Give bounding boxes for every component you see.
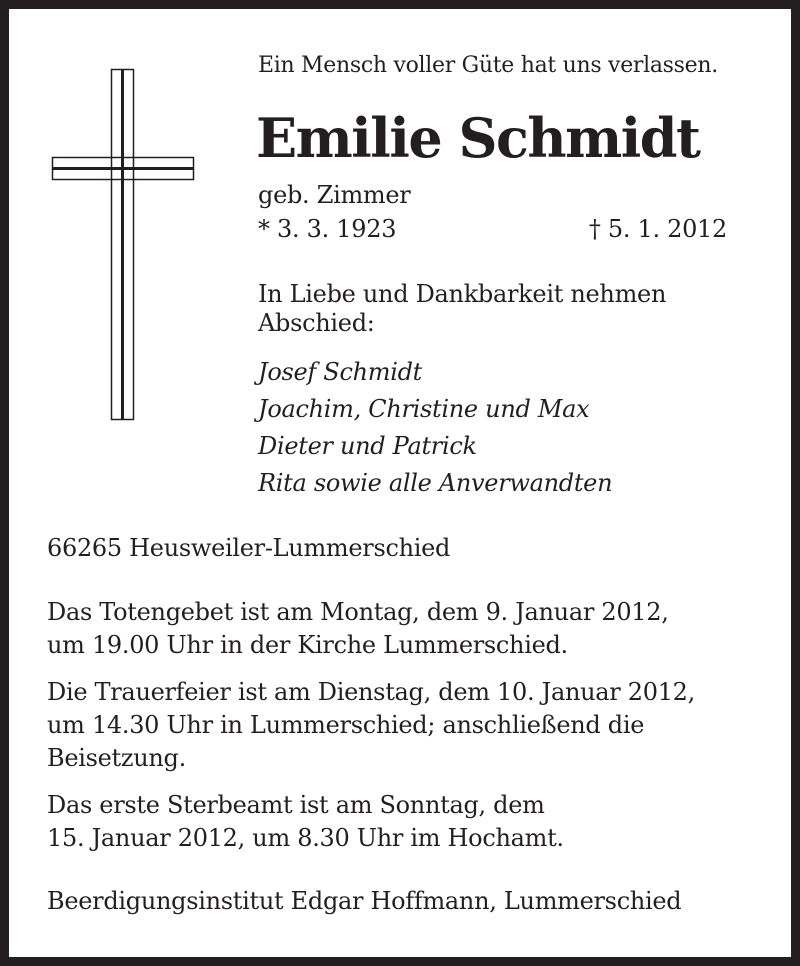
motto: Ein Mensch voller Güte hat uns verlassen.: [258, 53, 718, 78]
notice-line: Die Trauerfeier ist am Dienstag, dem 10. Januar 2012,: [47, 678, 695, 706]
notice-line: um 14.30 Uhr in Lummerschied; anschließend die: [47, 711, 645, 739]
maiden-name: geb. Zimmer: [258, 181, 411, 209]
notice-line: Das Totengebet ist am Montag, dem 9. Januar 2012,: [47, 598, 669, 626]
mourner: Rita sowie alle Anverwandten: [258, 469, 613, 497]
notice-line: 15. Januar 2012, um 8.30 Uhr im Hochamt.: [47, 824, 564, 852]
location: 66265 Heusweiler-Lummerschied: [47, 534, 451, 562]
mourner: Dieter und Patrick: [258, 432, 477, 460]
farewell-intro-1: In Liebe und Dankbarkeit nehmen: [258, 280, 667, 308]
notice-line: Das erste Sterbeamt ist am Sonntag, dem: [47, 791, 545, 819]
mourner: Josef Schmidt: [258, 358, 422, 386]
death-date: † 5. 1. 2012: [588, 215, 727, 243]
farewell-intro-2: Abschied:: [258, 309, 375, 337]
funeral-home: Beerdigungsinstitut Edgar Hoffmann, Lummerschied: [47, 887, 682, 915]
deceased-name: Emilie Schmidt: [256, 106, 700, 170]
notice-line: Beisetzung.: [47, 744, 186, 772]
mourner: Joachim, Christine und Max: [258, 395, 590, 423]
birth-date: * 3. 3. 1923: [258, 215, 397, 243]
notice-line: um 19.00 Uhr in der Kirche Lummerschied.: [47, 631, 568, 659]
